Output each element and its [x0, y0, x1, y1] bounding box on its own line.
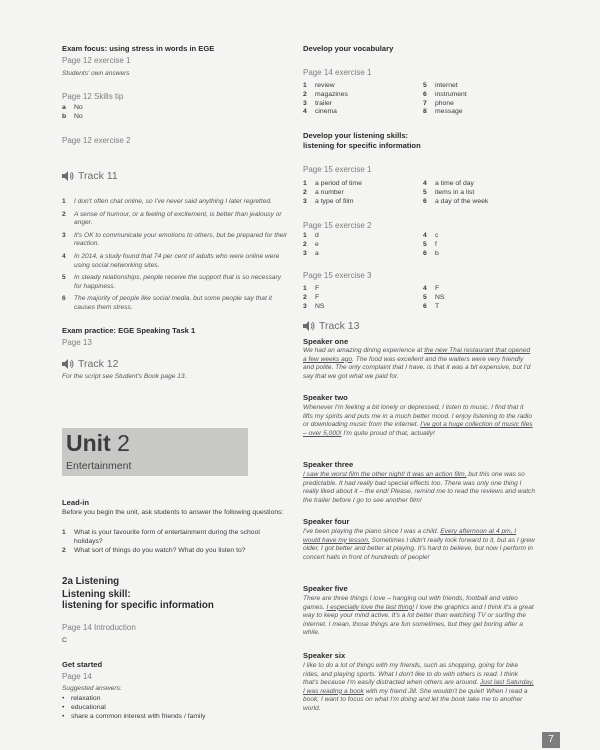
speaker-one-text: We had an amazing dining experience at the new Thai restaurant that opened a few weeks ago. The food was excellent and the waiters were very friendly and polite. The only complaint that I have, is that it was a bit expensive, but I'd say that we got what we paid for.: [303, 347, 531, 380]
skills-answer-b: b No: [62, 112, 83, 120]
ex2-answer: 1 d: [303, 232, 319, 239]
listening-skill-subheading: listening for specific information: [62, 600, 214, 611]
lead-in-question: 2 What sort of things do you watch? What do you listen to?: [62, 546, 246, 554]
page14-ex1-heading: Page 14 exercise 1: [303, 68, 372, 77]
listening-skill-heading: Listening skill:: [62, 589, 131, 600]
speaker-one-heading: Speaker one: [303, 337, 349, 346]
page14-heading: Page 14: [62, 672, 92, 681]
ex1-answer: 6 a day of the week: [423, 197, 489, 205]
lead-in-text: Before you begin the unit, ask students to answer the following questions:: [62, 509, 284, 516]
suggested-item: • educational: [62, 704, 290, 713]
speaker-two-heading: Speaker two: [303, 393, 348, 402]
track11-list: [62, 198, 290, 313]
speaker-five-text: There are three things I love – hanging out with friends, football and video games. I especially love the last thing! I love the graphics and I think it's a great way to keep your mind active. It's a lot better than watching TV or surfing the internet. I mean, those things are fun sometimes, but they get boring after a while.: [303, 595, 534, 637]
develop-listening-heading: Develop your listening skills:: [303, 131, 409, 140]
vocab-answer: 2 magazines: [303, 90, 348, 98]
ex1-answer: 2 a number: [303, 188, 344, 196]
speaker-two-text: Whenever I'm feeling a bit lonely or depressed, I listen to music. I find that it lifts my spirits and puts me in a much better mood. I enjoy listening to the radio or downloading music from the internet. I've got a huge collection of music files – over 5,000! I'm quite proud of that, actually!: [303, 404, 533, 437]
ex2-answer: 3 a: [303, 249, 319, 257]
page12-skills-tip-heading: Page 12 Skills tip: [62, 92, 124, 101]
ex3-answer: 3 NS: [303, 302, 325, 310]
page15-ex1-heading: Page 15 exercise 1: [303, 165, 372, 174]
track11-item: 6 The majority of people like social media, but some people say that it causes them stress.: [62, 295, 272, 311]
track12-heading: Track 12: [62, 358, 118, 370]
ex1-answers: [303, 180, 535, 206]
skills-answer-a: a No: [62, 104, 83, 111]
track11-item: 2 A sense of humour, or a feeling of excitement, is better than jealousy or anger.: [62, 210, 282, 227]
page14-intro-heading: Page 14 Introduction: [62, 623, 136, 632]
speaker-three-heading: Speaker three: [303, 460, 354, 469]
lead-in-heading: Lead-in: [62, 498, 90, 507]
ex2-answer: 4 c: [423, 232, 439, 239]
ex1-answer: 3 a type of film: [303, 197, 354, 205]
track11-item: 3 It's OK to communicate your emotions to others, but be prepared for their reaction.: [62, 231, 288, 248]
section-2a-heading: 2a Listening: [62, 576, 120, 587]
ex3-answer: 6 T: [423, 302, 440, 310]
page15-ex2-heading: Page 15 exercise 2: [303, 221, 372, 230]
speaker-icon: [62, 359, 74, 369]
get-started-heading: Get started: [62, 660, 103, 669]
lead-in-question: 1 What is your favourite form of entertainment during the school holidays?: [62, 529, 260, 545]
skills-tip-answers: [62, 104, 162, 122]
page13-heading: Page 13: [62, 338, 92, 347]
unit-banner: [62, 428, 248, 476]
ex2-answer: 2 e: [303, 240, 319, 248]
track12-note: For the script see Student's Book page 13.: [62, 373, 187, 380]
unit-name: Entertainment: [66, 460, 132, 472]
page15-ex3-heading: Page 15 exercise 3: [303, 271, 372, 280]
ex1-answer: 4 a time of day: [423, 180, 474, 187]
unit-title: Unit 2: [66, 430, 130, 456]
page-number: 7: [542, 732, 560, 748]
ex2-answer: 6 b: [423, 249, 439, 257]
ex3-answer: 5 NS: [423, 293, 445, 301]
speaker-three-text: I saw the worst film the other night! It was an action film, but this one was so predictable. It had really bad special effects too. There was only one thing I really liked about it – the end! Please, remind me to read the reviews and watch the trailer before I go to see another film!: [303, 471, 536, 504]
vocab-answer: 6 instrument: [423, 90, 467, 98]
students-own-answers: Students' own answers: [62, 70, 130, 77]
lead-in-questions: [62, 529, 290, 555]
exam-focus-heading: Exam focus: using stress in words in EGE: [62, 44, 215, 53]
speaker-four-text: I've been playing the piano since I was a child. Every afternoon at 4 pm, I would have my lesson. Sometimes I didn't really look forward to it, but as I grew older, I got better and better at playing. It's hard to believe, but now I perform in concert halls in front of hundreds of people!: [303, 528, 535, 561]
ex1-answer: 5 items in a list: [423, 188, 475, 196]
suggested-item: • relaxation: [62, 695, 290, 704]
ex3-answer: 4 F: [423, 285, 440, 292]
track11-item: 4 In 2014, a study found that 74 per cent of adults who were online were using social networking sites.: [62, 252, 280, 269]
vocab-answers: [303, 82, 535, 117]
ex2-answers: [303, 232, 535, 258]
vocab-answer: 3 trailer: [303, 99, 332, 107]
page12-ex2-heading: Page 12 exercise 2: [62, 136, 131, 145]
speaker-six-text: I like to do a lot of things with my friends, such as shopping, going for bike rides, and playing sports. What I don't like to do with others is read. I think that's because I'm easily distracted when others are around. Just last Saturday, I was reading a book with my friend Jill. She wouldn't be quiet! When I read a book, I want to focus on what I'm doing and let the book take me to another world.: [303, 662, 534, 712]
track13-heading: Track 13: [303, 320, 359, 332]
suggested-list: [62, 695, 290, 721]
speaker-five-heading: Speaker five: [303, 584, 348, 593]
track11-item: 5 In steady relationships, people receive the support that is so necessary for happiness.: [62, 274, 282, 290]
page12-ex1-heading: Page 12 exercise 1: [62, 56, 131, 65]
suggested-answers: Suggested answers:: [62, 685, 122, 692]
track11-heading: Track 11: [62, 170, 118, 182]
suggested-item: • share a common interest with friends / family: [62, 713, 290, 722]
ex3-answer: 2 F: [303, 293, 320, 301]
track11-item: 1 I don't often chat online, so I've never said anything I later regretted.: [62, 198, 272, 205]
vocab-answer: 4 cinema: [303, 108, 337, 116]
page14-intro-answer: C: [62, 637, 67, 644]
speaker-icon: [303, 321, 315, 331]
speaker-six-heading: Speaker six: [303, 651, 346, 660]
vocab-answer: 5 internet: [423, 82, 458, 89]
vocab-answer: 1 review: [303, 82, 335, 89]
speaker-four-heading: Speaker four: [303, 517, 350, 526]
ex2-answer: 5 f: [423, 240, 437, 248]
ex1-answer: 1 a period of time: [303, 180, 362, 187]
develop-listening-subheading: listening for specific information: [303, 141, 421, 150]
ex3-answers: [303, 285, 535, 311]
vocab-answer: 8 message: [423, 108, 463, 116]
exam-practice-heading: Exam practice: EGE Speaking Task 1: [62, 326, 196, 335]
ex3-answer: 1 F: [303, 285, 320, 292]
vocab-answer: 7 phone: [423, 99, 454, 107]
develop-vocab-heading: Develop your vocabulary: [303, 44, 394, 53]
speaker-icon: [62, 171, 74, 181]
